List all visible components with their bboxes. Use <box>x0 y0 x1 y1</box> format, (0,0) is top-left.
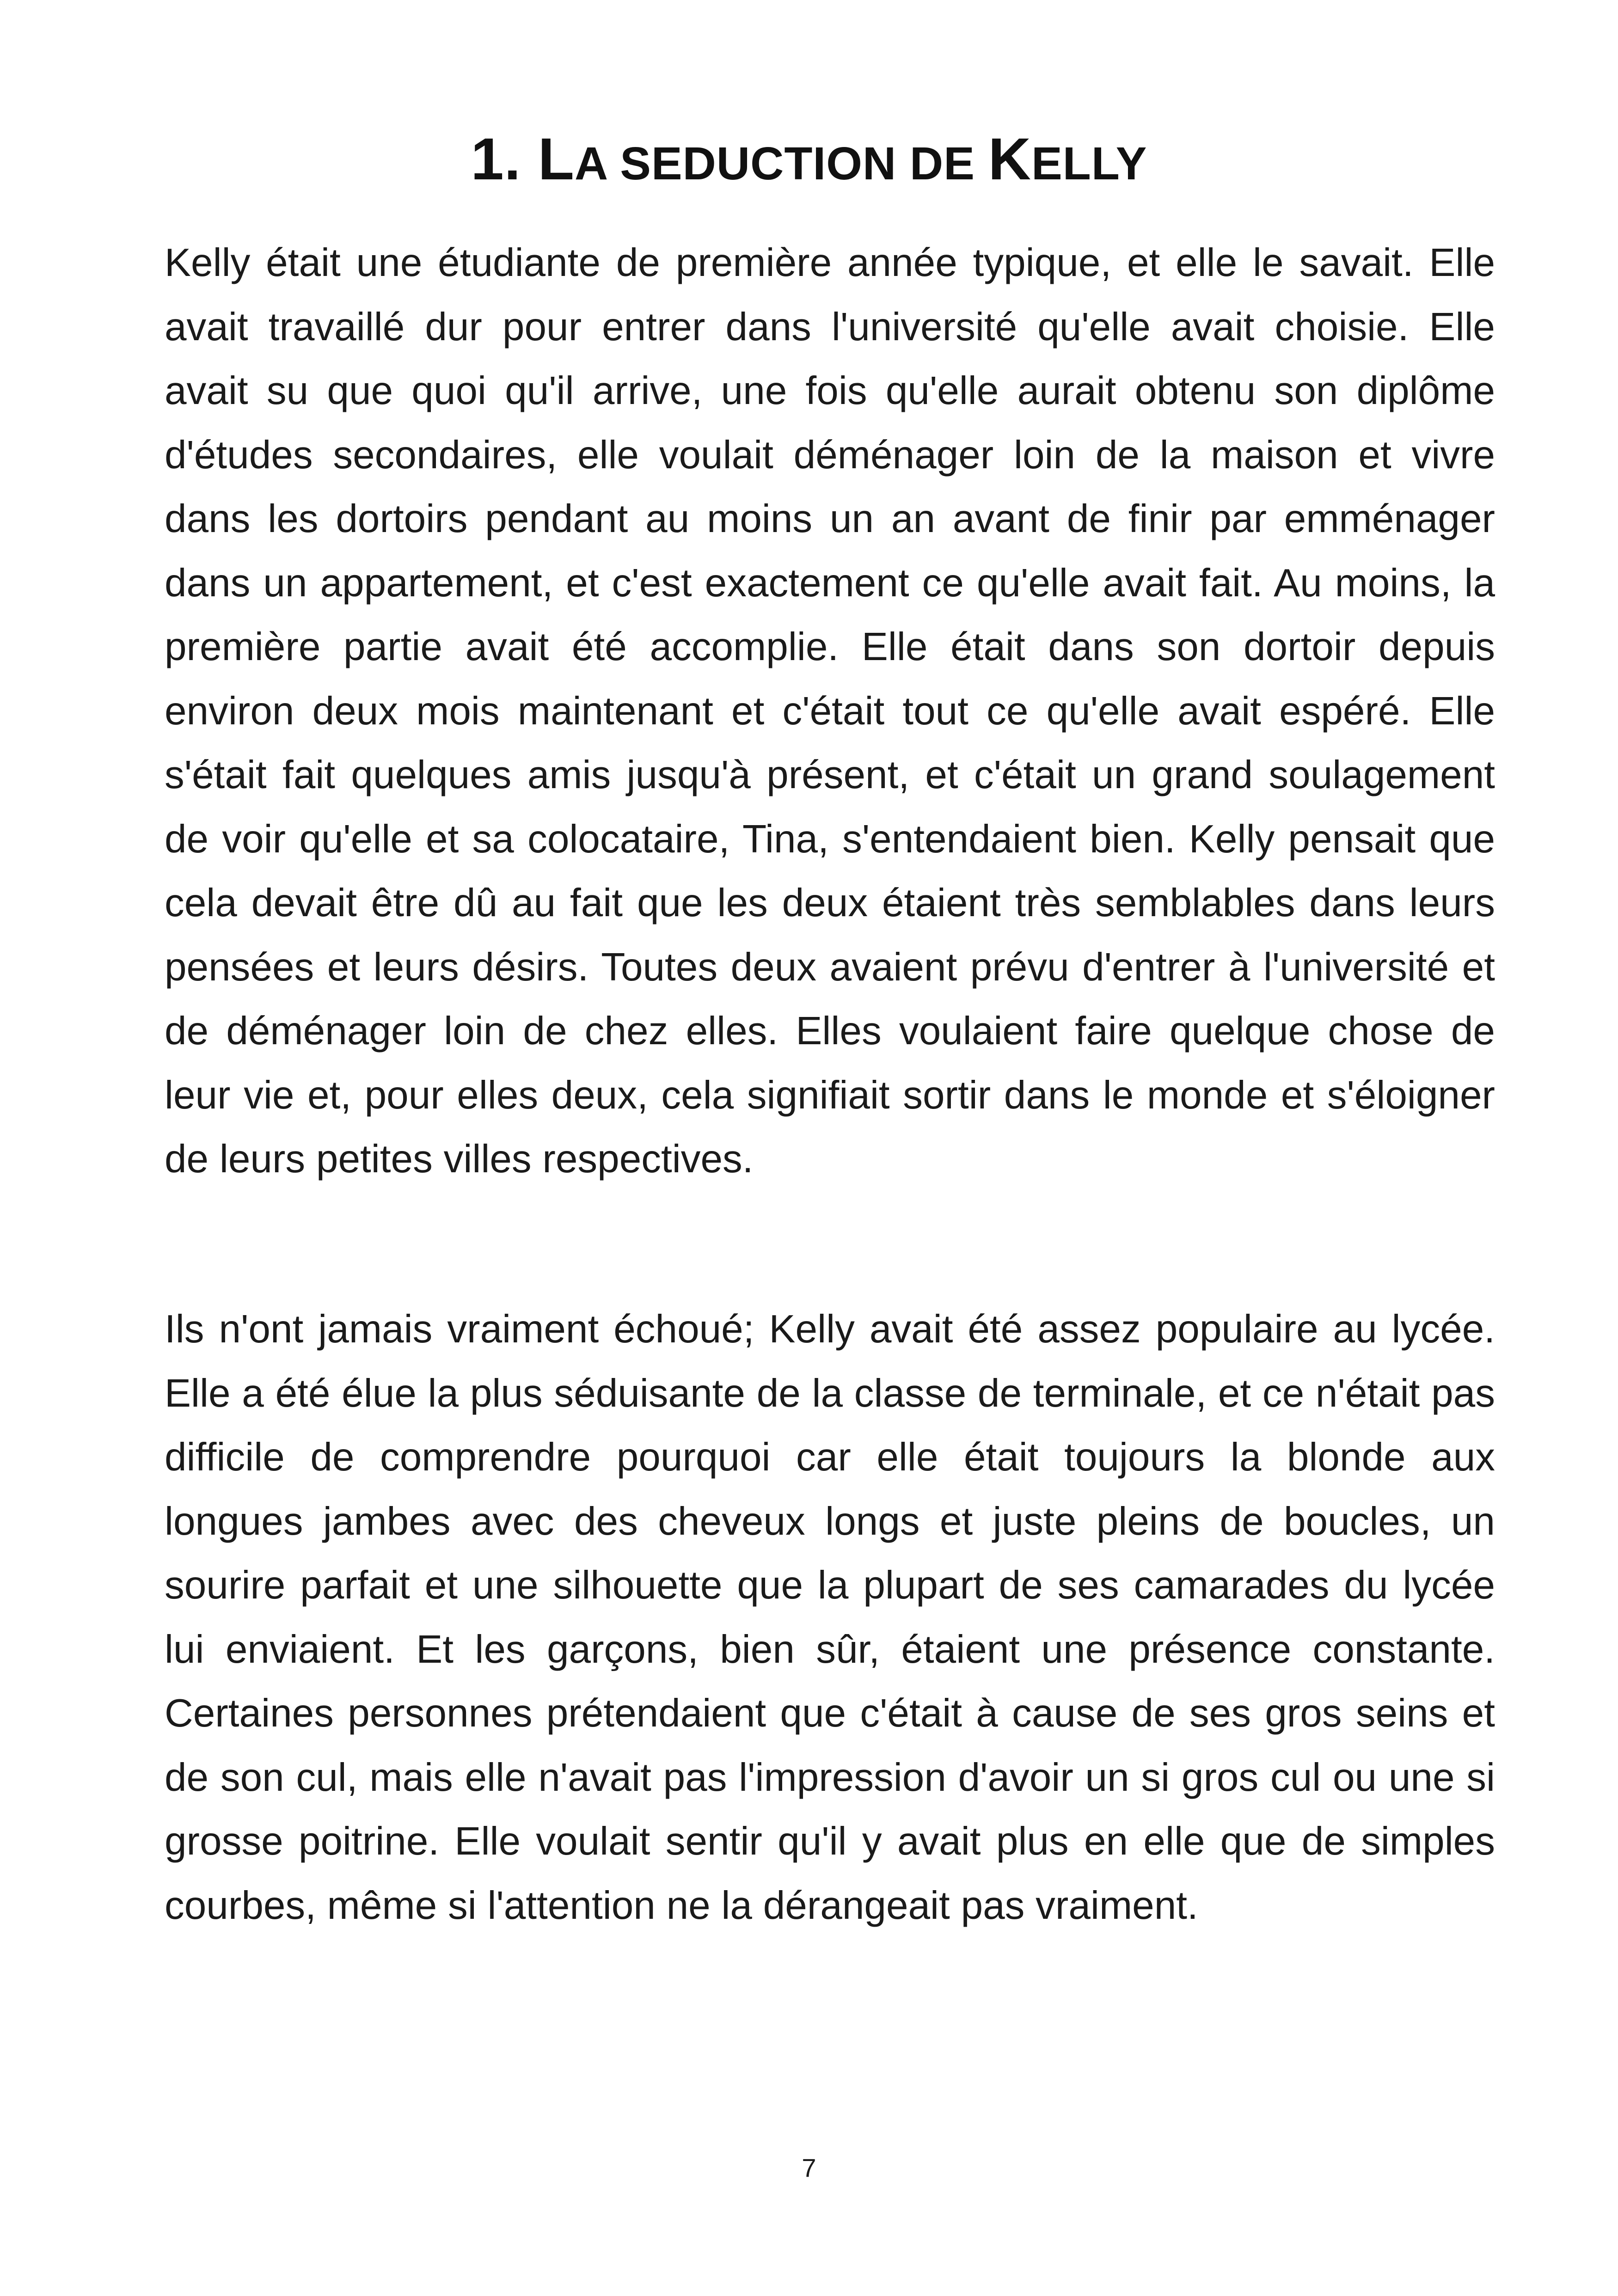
chapter-title-part: ELLY <box>1031 138 1147 190</box>
chapter-number: 1. <box>471 126 521 192</box>
chapter-title-part: A SEDUCTION DE <box>574 138 988 190</box>
chapter-title-part: K <box>988 126 1032 192</box>
body-paragraph: Kelly était une étudiante de première année typique, et elle le savait. Elle avait travaillé dur pour entrer dans l'université qu'elle avait choisie. Elle avait su que quoi qu'il arrive, une fois qu'elle aurait obtenu son diplôme d'études secondaires, elle voulait déménager loin de la maison et vivre dans les dortoirs pendant au moins un an avant de finir par emménager dans un appartement, et c'est exactement ce qu'elle avait fait. Au moins, la première partie avait été accomplie. Elle était dans son dortoir depuis environ deux mois maintenant et c'était tout ce qu'elle avait espéré. Elle s'était fait quelques amis jusqu'à présent, et c'était un grand soulagement de voir qu'elle et sa colocataire, Tina, s'entendaient bien. Kelly pensait que cela devait être dû au fait que les deux étaient très semblables dans leurs pensées et leurs désirs. Toutes deux avaient prévu d'entrer à l'université et de déménager loin de chez elles. Elles voulaient faire quelque chose de leur vie et, pour elles deux, cela signifiait sortir dans le monde et s'éloigner de leurs petites villes respectives. <box>165 241 1495 1181</box>
body-paragraph: Ils n'ont jamais vraiment échoué; Kelly avait été assez populaire au lycée. Elle a été élue la plus séduisante de la classe de terminale, et ce n'était pas difficile de comprendre pourquoi car elle était toujours la blonde aux longues jambes avec des cheveux longs et juste pleins de boucles, un sourire parfait et une silhouette que la plupart de ses camarades du lycée lui enviaient. Et les garçons, bien sûr, étaient une présence constante. Certaines personnes prétendaient que c'était à cause de ses gros seins et de son cul, mais elle n'avait pas l'impression d'avoir un si gros cul ou une si grosse poitrine. Elle voulait sentir qu'il y avait plus en elle que de simples courbes, même si l'attention ne la dérangeait pas vraiment. <box>165 1307 1495 1928</box>
chapter-title-part: L <box>538 126 575 192</box>
chapter-title <box>0 118 1618 205</box>
page-number: 7 <box>802 2153 816 2182</box>
